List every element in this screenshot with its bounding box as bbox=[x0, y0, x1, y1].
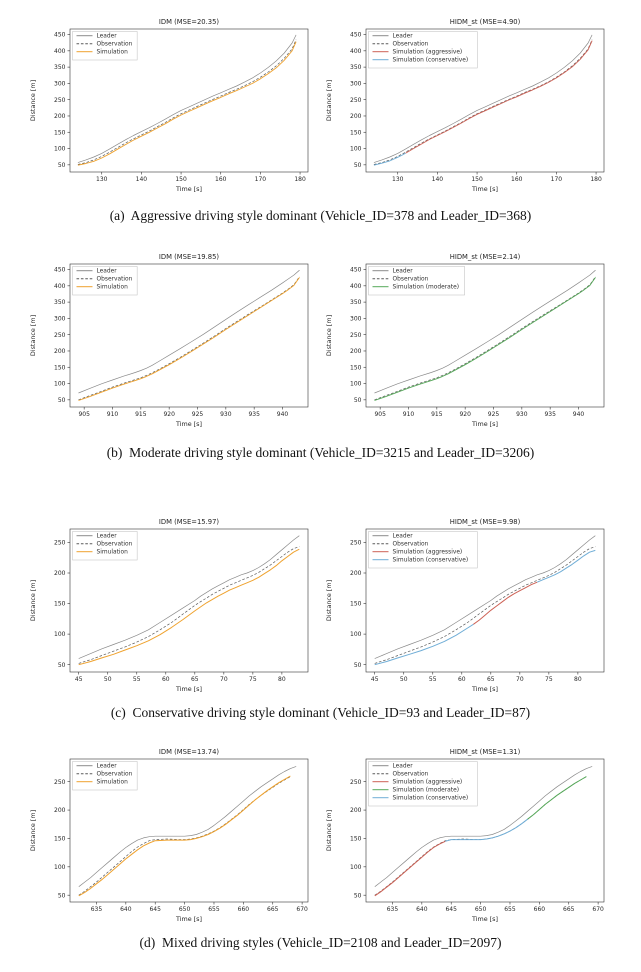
y-tick-label: 250 bbox=[54, 96, 66, 104]
series-line bbox=[79, 549, 300, 665]
chart-svg bbox=[24, 250, 316, 442]
y-tick-label: 400 bbox=[54, 47, 66, 55]
y-tick-label: 250 bbox=[54, 778, 66, 786]
y-tick-label: 350 bbox=[54, 299, 66, 307]
y-tick-label: 100 bbox=[350, 631, 362, 639]
x-tick-label: 910 bbox=[106, 411, 119, 418]
y-tick-label: 50 bbox=[57, 892, 66, 900]
y-tick-label: 400 bbox=[350, 47, 362, 55]
x-tick-label: 665 bbox=[267, 906, 279, 913]
x-tick-label: 660 bbox=[237, 906, 250, 913]
x-tick-label: 50 bbox=[399, 676, 408, 683]
y-tick-label: 150 bbox=[350, 835, 362, 843]
x-tick-label: 160 bbox=[511, 176, 523, 183]
legend-label: Simulation (aggressive) bbox=[392, 779, 463, 786]
x-tick-label: 45 bbox=[74, 676, 83, 683]
series-line bbox=[528, 777, 587, 820]
x-tick-label: 180 bbox=[294, 176, 306, 183]
y-tick-label: 50 bbox=[57, 161, 66, 169]
y-tick-label: 100 bbox=[54, 380, 66, 388]
y-tick-label: 50 bbox=[57, 661, 66, 669]
chart-title: HIDM_st (MSE=2.14) bbox=[449, 253, 521, 261]
y-tick-label: 100 bbox=[54, 145, 66, 153]
legend-label: Observation bbox=[96, 276, 133, 283]
y-tick-label: 50 bbox=[353, 161, 362, 169]
y-tick-label: 250 bbox=[54, 539, 66, 547]
legend-label: Leader bbox=[96, 33, 117, 40]
y-tick-label: 250 bbox=[350, 778, 362, 786]
x-axis-label: Time [s] bbox=[472, 420, 498, 428]
y-axis-label: Distance [m] bbox=[325, 579, 333, 622]
x-tick-label: 55 bbox=[132, 676, 141, 683]
y-tick-label: 450 bbox=[54, 266, 66, 274]
x-tick-label: 925 bbox=[191, 411, 204, 418]
y-tick-label: 400 bbox=[54, 282, 66, 290]
subcaption-c: (c) Conservative driving style dominant (Vehicle_ID=93 and Leader_ID=87) bbox=[110, 705, 531, 720]
x-tick-label: 130 bbox=[392, 176, 404, 183]
x-tick-label: 150 bbox=[175, 176, 187, 183]
y-tick-label: 200 bbox=[54, 807, 66, 815]
chart-svg bbox=[320, 515, 612, 707]
y-tick-label: 100 bbox=[350, 145, 362, 153]
x-tick-label: 75 bbox=[545, 676, 553, 683]
y-tick-label: 400 bbox=[350, 282, 362, 290]
y-tick-label: 100 bbox=[350, 863, 362, 871]
x-tick-label: 640 bbox=[416, 906, 428, 913]
x-tick-label: 905 bbox=[78, 411, 90, 418]
x-axis-label: Time [s] bbox=[176, 915, 202, 923]
x-tick-label: 905 bbox=[374, 411, 386, 418]
x-tick-label: 170 bbox=[550, 176, 563, 183]
chart-svg bbox=[320, 250, 612, 442]
y-tick-label: 250 bbox=[350, 539, 362, 547]
legend-label: Simulation (aggressive) bbox=[392, 49, 463, 56]
legend-label: Leader bbox=[392, 268, 413, 275]
chart-svg bbox=[24, 515, 316, 707]
x-axis-label: Time [s] bbox=[176, 685, 202, 693]
y-tick-label: 150 bbox=[54, 835, 66, 843]
y-tick-label: 200 bbox=[54, 113, 66, 121]
chart-title: IDM (MSE=15.97) bbox=[158, 518, 220, 526]
x-tick-label: 655 bbox=[208, 906, 220, 913]
series-line bbox=[473, 582, 537, 624]
y-tick-label: 300 bbox=[54, 315, 66, 323]
chart-idm-aggressive bbox=[24, 15, 316, 207]
y-tick-label: 150 bbox=[350, 364, 362, 372]
chart-title: IDM (MSE=13.74) bbox=[158, 748, 220, 756]
x-tick-label: 160 bbox=[215, 176, 227, 183]
chart-title: HIDM_st (MSE=9.98) bbox=[449, 518, 521, 526]
x-tick-label: 170 bbox=[254, 176, 267, 183]
series-line bbox=[537, 550, 595, 582]
x-tick-label: 920 bbox=[459, 411, 471, 418]
y-tick-label: 200 bbox=[54, 348, 66, 356]
y-tick-label: 150 bbox=[54, 364, 66, 372]
chart-svg bbox=[24, 745, 316, 937]
chart-idm-moderate bbox=[24, 250, 316, 442]
y-tick-label: 200 bbox=[350, 807, 362, 815]
x-tick-label: 60 bbox=[161, 676, 170, 683]
legend-label: Observation bbox=[96, 41, 133, 48]
y-tick-label: 150 bbox=[54, 600, 66, 608]
legend-label: Leader bbox=[96, 763, 117, 770]
x-tick-label: 80 bbox=[278, 676, 286, 683]
y-axis-label: Distance [m] bbox=[29, 314, 37, 357]
chart-hidm-aggressive bbox=[320, 15, 612, 207]
chart-idm-conservative bbox=[24, 515, 316, 707]
legend-label: Leader bbox=[96, 533, 117, 540]
legend-label: Simulation (conservative) bbox=[392, 557, 469, 564]
y-tick-label: 150 bbox=[54, 129, 66, 137]
subcaption-b: (b) Moderate driving style dominant (Vehicle_ID=3215 and Leader_ID=3206) bbox=[106, 445, 535, 460]
x-tick-label: 80 bbox=[574, 676, 582, 683]
y-tick-label: 350 bbox=[350, 64, 362, 72]
series-line bbox=[445, 819, 527, 841]
x-axis-label: Time [s] bbox=[472, 685, 498, 693]
x-tick-label: 940 bbox=[276, 411, 289, 418]
legend-label: Leader bbox=[392, 33, 413, 40]
x-tick-label: 140 bbox=[431, 176, 444, 183]
chart-title: IDM (MSE=20.35) bbox=[158, 18, 220, 26]
x-tick-label: 150 bbox=[471, 176, 483, 183]
legend-label: Leader bbox=[392, 763, 413, 770]
y-tick-label: 300 bbox=[350, 315, 362, 323]
x-tick-label: 665 bbox=[563, 906, 575, 913]
legend bbox=[369, 267, 465, 296]
chart-title: IDM (MSE=19.85) bbox=[158, 253, 220, 261]
chart-title: HIDM_st (MSE=4.90) bbox=[449, 18, 521, 26]
series-line bbox=[79, 547, 300, 664]
x-tick-label: 55 bbox=[428, 676, 437, 683]
series-line bbox=[79, 277, 300, 400]
y-axis-label: Distance [m] bbox=[325, 79, 333, 122]
x-axis-label: Time [s] bbox=[472, 185, 498, 193]
x-tick-label: 645 bbox=[149, 906, 161, 913]
y-axis-label: Distance [m] bbox=[29, 79, 37, 122]
y-tick-label: 200 bbox=[350, 570, 362, 578]
y-tick-label: 200 bbox=[350, 348, 362, 356]
x-tick-label: 670 bbox=[296, 906, 308, 913]
legend-label: Observation bbox=[392, 276, 429, 283]
y-tick-label: 250 bbox=[350, 331, 362, 339]
x-tick-label: 650 bbox=[474, 906, 487, 913]
x-tick-label: 935 bbox=[248, 411, 260, 418]
chart-svg bbox=[320, 745, 612, 937]
legend-label: Simulation (moderate) bbox=[392, 787, 460, 794]
y-axis-label: Distance [m] bbox=[325, 314, 333, 357]
y-tick-label: 450 bbox=[350, 266, 362, 274]
subcaption-d: (d) Mixed driving styles (Vehicle_ID=2108 and Leader_ID=2097) bbox=[139, 935, 502, 950]
x-tick-label: 60 bbox=[457, 676, 466, 683]
legend-label: Observation bbox=[392, 41, 429, 48]
x-tick-label: 940 bbox=[572, 411, 585, 418]
y-tick-label: 100 bbox=[54, 631, 66, 639]
x-tick-label: 70 bbox=[220, 676, 228, 683]
x-tick-label: 910 bbox=[402, 411, 415, 418]
legend bbox=[73, 32, 138, 61]
legend-label: Simulation (aggressive) bbox=[392, 549, 463, 556]
legend bbox=[369, 32, 478, 69]
x-tick-label: 75 bbox=[249, 676, 257, 683]
x-tick-label: 650 bbox=[178, 906, 191, 913]
x-axis-label: Time [s] bbox=[176, 185, 202, 193]
legend-label: Observation bbox=[392, 541, 429, 548]
legend bbox=[73, 762, 138, 791]
x-tick-label: 935 bbox=[544, 411, 556, 418]
y-tick-label: 150 bbox=[350, 600, 362, 608]
x-tick-label: 635 bbox=[90, 906, 103, 913]
x-tick-label: 670 bbox=[592, 906, 604, 913]
y-tick-label: 100 bbox=[350, 380, 362, 388]
x-tick-label: 70 bbox=[516, 676, 524, 683]
x-tick-label: 65 bbox=[486, 676, 495, 683]
x-tick-label: 50 bbox=[103, 676, 112, 683]
legend-label: Simulation bbox=[96, 284, 128, 291]
y-tick-label: 50 bbox=[57, 396, 66, 404]
x-tick-label: 915 bbox=[431, 411, 443, 418]
x-tick-label: 660 bbox=[533, 906, 546, 913]
y-tick-label: 350 bbox=[350, 299, 362, 307]
chart-hidm-moderate bbox=[320, 250, 612, 442]
x-axis-label: Time [s] bbox=[176, 420, 202, 428]
y-axis-label: Distance [m] bbox=[29, 809, 37, 852]
y-axis-label: Distance [m] bbox=[29, 579, 37, 622]
chart-title: HIDM_st (MSE=1.31) bbox=[449, 748, 521, 756]
y-tick-label: 50 bbox=[353, 396, 362, 404]
legend-label: Simulation bbox=[96, 49, 128, 56]
x-tick-label: 180 bbox=[590, 176, 602, 183]
legend bbox=[73, 532, 138, 561]
x-tick-label: 140 bbox=[135, 176, 148, 183]
x-tick-label: 130 bbox=[96, 176, 108, 183]
legend-label: Simulation (moderate) bbox=[392, 284, 460, 291]
y-tick-label: 450 bbox=[54, 31, 66, 39]
x-tick-label: 635 bbox=[386, 906, 399, 913]
x-tick-label: 645 bbox=[445, 906, 457, 913]
y-tick-label: 350 bbox=[54, 64, 66, 72]
series-line bbox=[375, 841, 446, 896]
y-axis-label: Distance [m] bbox=[325, 809, 333, 852]
legend-label: Leader bbox=[96, 268, 117, 275]
y-tick-label: 300 bbox=[350, 80, 362, 88]
y-tick-label: 200 bbox=[350, 113, 362, 121]
y-tick-label: 150 bbox=[350, 129, 362, 137]
legend-label: Observation bbox=[96, 771, 133, 778]
y-tick-label: 250 bbox=[54, 331, 66, 339]
y-tick-label: 50 bbox=[353, 892, 362, 900]
x-tick-label: 925 bbox=[487, 411, 500, 418]
x-tick-label: 65 bbox=[190, 676, 199, 683]
legend-label: Simulation (conservative) bbox=[392, 57, 469, 64]
legend-label: Observation bbox=[392, 771, 429, 778]
chart-svg bbox=[320, 15, 612, 207]
y-tick-label: 200 bbox=[54, 570, 66, 578]
legend-label: Simulation bbox=[96, 549, 128, 556]
y-tick-label: 450 bbox=[350, 31, 362, 39]
legend-label: Simulation bbox=[96, 779, 128, 786]
y-tick-label: 100 bbox=[54, 863, 66, 871]
y-tick-label: 50 bbox=[353, 661, 362, 669]
x-tick-label: 640 bbox=[120, 906, 132, 913]
x-tick-label: 930 bbox=[516, 411, 528, 418]
x-tick-label: 915 bbox=[135, 411, 147, 418]
x-axis-label: Time [s] bbox=[472, 915, 498, 923]
y-tick-label: 250 bbox=[350, 96, 362, 104]
chart-svg bbox=[24, 15, 316, 207]
series-line bbox=[375, 277, 596, 400]
x-tick-label: 655 bbox=[504, 906, 516, 913]
subcaption-a: (a) Aggressive driving style dominant (Vehicle_ID=378 and Leader_ID=368) bbox=[109, 208, 532, 223]
x-tick-label: 45 bbox=[370, 676, 379, 683]
y-tick-label: 300 bbox=[54, 80, 66, 88]
x-tick-label: 920 bbox=[163, 411, 175, 418]
legend-label: Leader bbox=[392, 533, 413, 540]
legend bbox=[369, 762, 478, 807]
chart-hidm-conservative bbox=[320, 515, 612, 707]
legend bbox=[369, 532, 478, 569]
legend-label: Simulation (conservative) bbox=[392, 795, 469, 802]
chart-idm-mixed bbox=[24, 745, 316, 937]
legend bbox=[73, 267, 138, 296]
x-tick-label: 930 bbox=[220, 411, 232, 418]
chart-hidm-mixed bbox=[320, 745, 612, 937]
legend-label: Observation bbox=[96, 541, 133, 548]
